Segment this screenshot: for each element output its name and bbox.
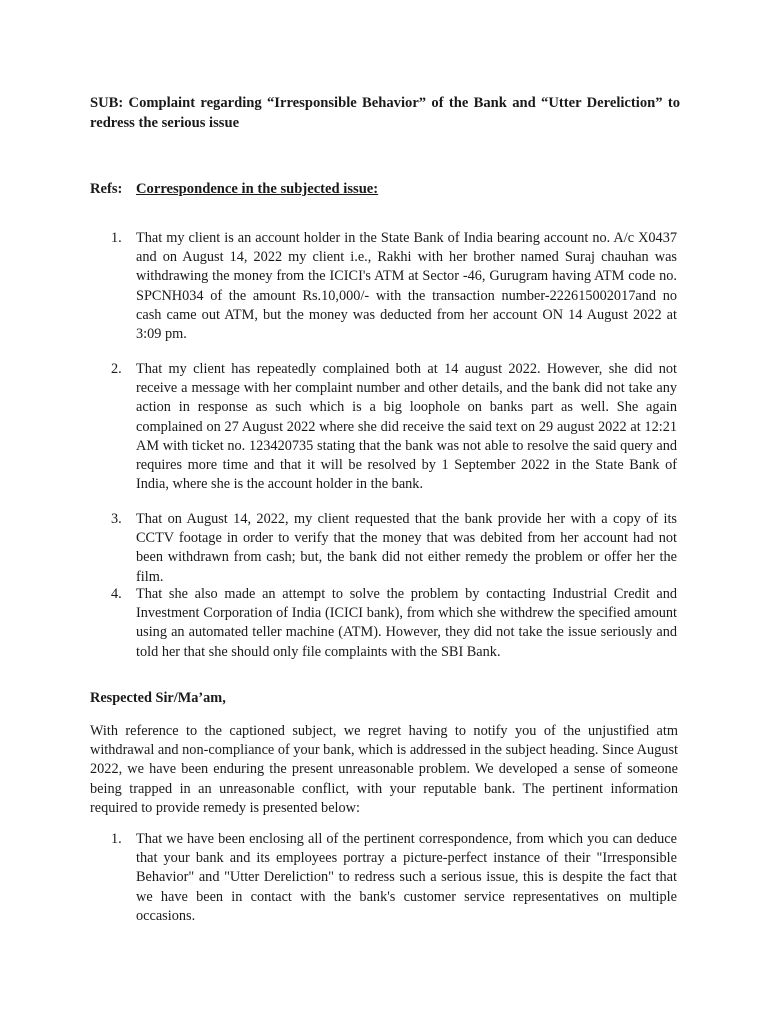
- refs-list-item: [111, 229, 677, 344]
- list-number: 3.: [111, 511, 122, 527]
- list-item-text: That on August 14, 2022, my client requested that the bank provide her with a copy of its CCTV footage in order to verify that the money that was debited from her account had not been withdrawn from cash; but, the bank did not either remedy the problem or offer her the film.: [136, 511, 677, 585]
- list-item-text: That my client has repeatedly complained both at 14 august 2022. However, she did not receive a message with her complaint number and other details, and the bank did not take any action in response as such which is a big loophole on banks part as well. She again complained on 27 August 2022 where she did receive the said text on 29 august 2022 at 12:21 AM with ticket no. 123420735 stating that the bank was not able to resolve the said query and requires more time and that it will be resolved by 1 September 2022 in the State Bank of India, where she is the account holder in the bank.: [136, 361, 677, 493]
- body-list-item: [111, 830, 677, 926]
- subject-line: SUB: Complaint regarding “Irresponsible Behavior” of the Bank and “Utter Dereliction” to redress the serious issue: [90, 95, 680, 131]
- salutation: Respected Sir/Ma’am,: [90, 690, 226, 706]
- list-item-text: That we have been enclosing all of the pertinent correspondence, from which you can deduce that your bank and its employees portray a picture-perfect instance of their "Irresponsible Behavior" and "Utter Dereliction" to redress such a serious issue, this is despite the fact that we have been in contact with the bank's customer service representatives on multiple occasions.: [136, 831, 677, 924]
- refs-list-item: [111, 510, 677, 587]
- list-number: 1.: [111, 230, 122, 246]
- refs-heading: [90, 179, 378, 199]
- list-number: 4.: [111, 586, 122, 602]
- body-paragraph: With reference to the captioned subject, we regret having to notify you of the unjustified atm withdrawal and non-compliance of your bank, which is addressed in the subject heading. Since August 2022, we have been enduring the present unreasonable problem. We developed a sense of someone being trapped in an unreasonable conflict, with your reputable bank. The pertinent information required to provide remedy is presented below:: [90, 723, 678, 816]
- list-number: 2.: [111, 361, 122, 377]
- list-item-text: That she also made an attempt to solve the problem by contacting Industrial Credit and Investment Corporation of India (ICICI bank), from which she withdrew the specified amount using an automated teller machine (ATM). However, they did not take the issue seriously and told her that she should only file complaints with the SBI Bank.: [136, 586, 677, 660]
- refs-label: Refs:: [90, 181, 123, 197]
- refs-list-item: [111, 360, 677, 494]
- refs-title: Correspondence in the subjected issue:: [136, 181, 379, 197]
- refs-list-item: [111, 585, 677, 662]
- list-item-text: That my client is an account holder in the State Bank of India bearing account no. A/c X0437 and on August 14, 2022 my client i.e., Rakhi with her brother named Suraj chauhan was withdrawing the money from the ICICI's ATM at Sector -46, Gurugram having ATM code no. SPCNH034 of the amount Rs.10,000/- with the transaction number-222615002017and no cash came out ATM, but the money was deducted from her account ON 14 August 2022 at 3:09 pm.: [136, 230, 677, 343]
- list-number: 1.: [111, 831, 122, 847]
